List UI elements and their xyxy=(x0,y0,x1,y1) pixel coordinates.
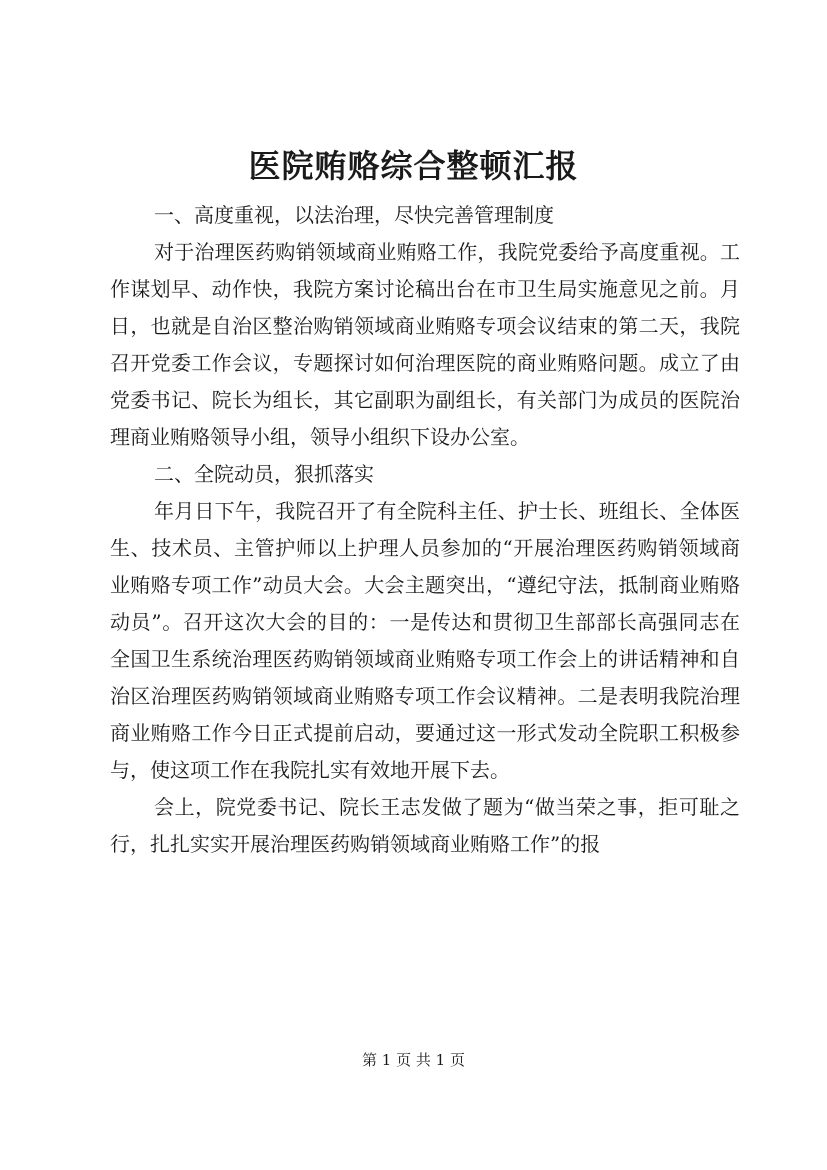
paragraph-1: 对于治理医药购销领域商业贿赂工作，我院党委给予高度重视。工作谋划早、动作快，我院方案讨论稿出台在市卫生局实施意见之前。月日，也就是自治区整治购销领域商业贿赂专项会议结束的第二天，我院召开党委工作会议，专题探讨如何治理医院的商业贿赂问题。成立了由党委书记、院长为组长，其它副职为副组长，有关部门为成员的医院治理商业贿赂领导小组，领导小组织下设办公室。 xyxy=(110,240,740,449)
document-title: 医院贿赂综合整顿汇报 xyxy=(248,147,579,185)
page-number-footer: 第 1 页 共 1 页 xyxy=(362,1051,465,1069)
section-heading-2: 二、全院动员，狠抓落实 xyxy=(154,462,374,486)
paragraph-3: 会上，院党委书记、院长王志发做了题为“做当荣之事，拒可耻之行，扎扎实实开展治理医药购销领域商业贿赂工作”的报 xyxy=(110,795,740,856)
document-body xyxy=(110,197,740,863)
paragraph-2: 年月日下午，我院召开了有全院科主任、护士长、班组长、全体医生、技术员、主管护师以上护理人员参加的“开展治理医药购销领域商业贿赂专项工作”动员大会。大会主题突出，“遵纪守法，抵制商业贿赂动员”。召开这次大会的目的：一是传达和贯彻卫生部部长高强同志在全国卫生系统治理医药购销领域商业贿赂专项工作会上的讲话精神和自治区治理医药购销领域商业贿赂专项工作会议精神。二是表明我院治理商业贿赂工作今日正式提前启动，要通过这一形式发动全院职工积极参与，使这项工作在我院扎实有效地开展下去。 xyxy=(110,499,740,782)
section-heading-1: 一、高度重视，以法治理，尽快完善管理制度 xyxy=(154,203,554,227)
